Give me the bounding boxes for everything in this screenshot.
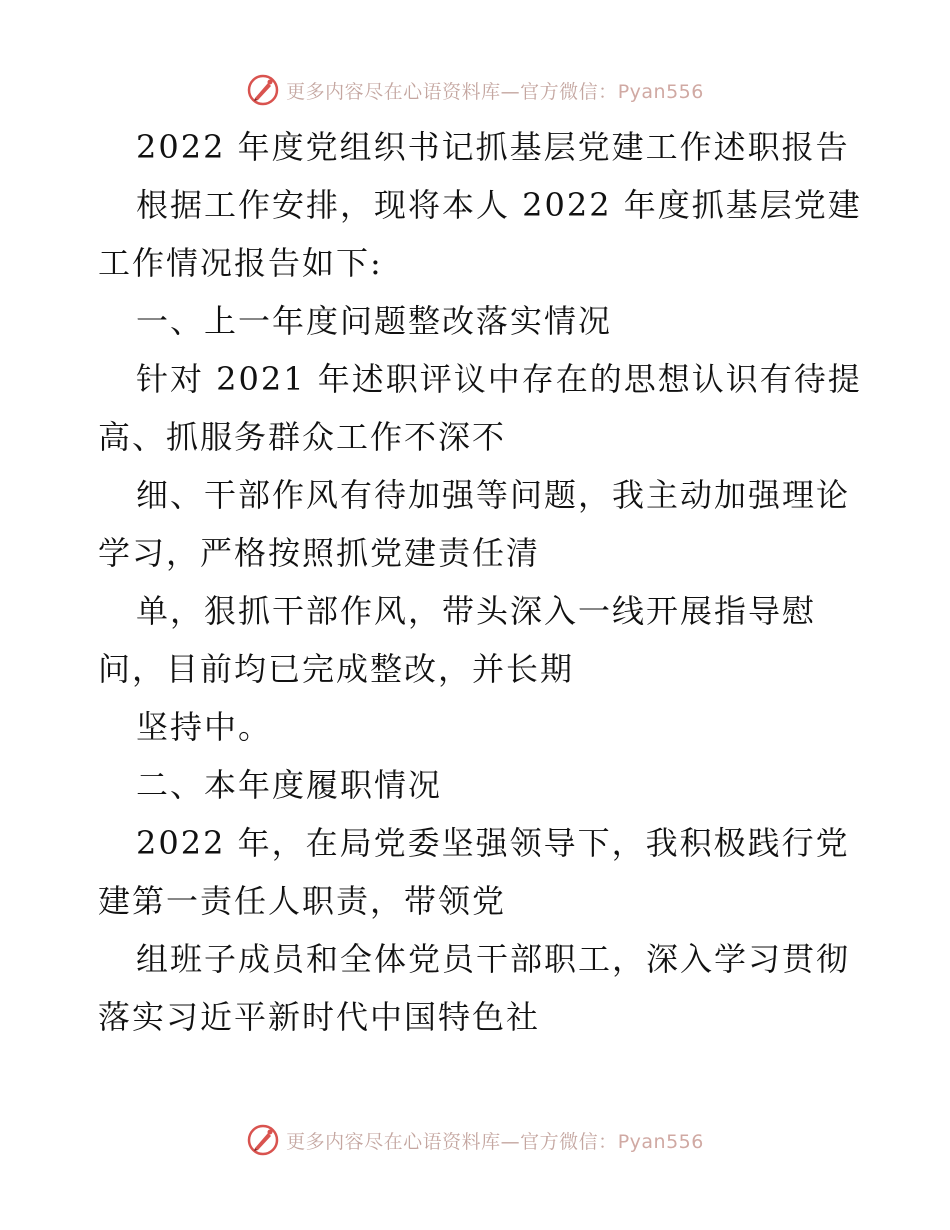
banner-account: Pyan556 (617, 80, 704, 103)
banner-suffix: 官方微信： (520, 1130, 618, 1153)
document-line: 2022 年度党组织书记抓基层党建工作述职报告 (136, 128, 850, 166)
document-line: 学习，严格按照抓党建责任清 (98, 534, 541, 572)
footer-banner (0, 1120, 950, 1160)
pen-logo-icon (246, 73, 280, 107)
document-line: 工作情况报告如下: (98, 244, 383, 282)
document-line: 高、抓服务群众工作不深不 (98, 418, 507, 456)
document-line: 二、本年度履职情况 (136, 766, 443, 804)
document-line: 落实习近平新时代中国特色社 (98, 998, 541, 1036)
banner-title: 更多内容尽在心语资料库 (286, 1130, 501, 1153)
document-body (98, 118, 862, 1046)
document-line: 问，目前均已完成整改，并长期 (98, 650, 575, 688)
document-line: 一、上一年度问题整改落实情况 (136, 302, 613, 340)
document-line: 针对 2021 年述职评议中存在的思想认识有待提 (136, 360, 862, 398)
document-line: 2022 年，在局党委坚强领导下，我积极践行党 (136, 824, 850, 862)
pen-logo-icon (246, 1123, 280, 1157)
header-banner (0, 70, 950, 110)
banner-dash: — (500, 80, 521, 103)
banner-dash: — (500, 1130, 521, 1153)
document-line: 组班子成员和全体党员干部职工，深入学习贯彻 (136, 940, 851, 978)
document-line: 坚持中。 (136, 708, 273, 746)
banner-account: Pyan556 (617, 1130, 704, 1153)
document-line: 单，狠抓干部作风，带头深入一线开展指导慰 (136, 592, 817, 630)
document-line: 根据工作安排，现将本人 2022 年度抓基层党建 (136, 186, 862, 224)
banner-suffix: 官方微信： (520, 80, 618, 103)
document-line: 细、干部作风有待加强等问题，我主动加强理论 (136, 476, 851, 514)
document-line: 建第一责任人职责，带领党 (98, 882, 507, 920)
banner-title: 更多内容尽在心语资料库 (286, 80, 501, 103)
